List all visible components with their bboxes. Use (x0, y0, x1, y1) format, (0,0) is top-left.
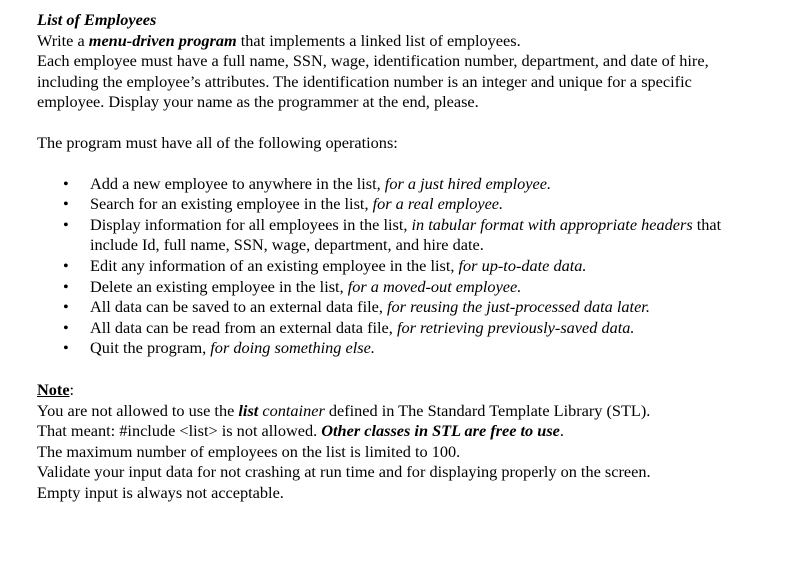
note-emphasis: Other classes in STL are free to use (321, 421, 560, 441)
bullet-icon: • (63, 338, 69, 358)
bullet-icon: • (63, 255, 69, 275)
note-heading: Note (37, 379, 70, 399)
operation-text: Edit any information of an existing employee in the list, (90, 255, 459, 275)
bullet-icon: • (63, 214, 69, 234)
note-line-2 (37, 421, 757, 442)
operation-item (63, 215, 757, 256)
operation-item (63, 256, 757, 277)
note-line-5: Empty input is always not acceptable. (37, 482, 284, 502)
operation-text: Delete an existing employee in the list, (90, 276, 348, 296)
note-text: defined in The Standard Template Library (STL). (324, 400, 651, 420)
note-line-1 (37, 401, 757, 422)
intro-paragraph (37, 31, 757, 113)
operation-item (63, 338, 757, 359)
note-emphasis: list (238, 400, 259, 420)
operation-item (63, 174, 757, 195)
intro-text: that implements a linked list of employees. (236, 30, 521, 50)
operation-purpose: in tabular format with appropriate headers (411, 214, 693, 234)
operation-purpose: for a real employee. (372, 194, 504, 214)
note-heading-line (37, 380, 757, 401)
operation-text: Add a new employee to anywhere in the list, (90, 173, 385, 193)
operation-item (63, 318, 757, 339)
note-colon: : (69, 379, 75, 399)
intro-emphasis: menu-driven program (88, 30, 237, 50)
document-title: List of Employees (37, 10, 157, 29)
operations-list (37, 174, 757, 359)
operation-item (63, 194, 757, 215)
operation-purpose: for reusing the just-processed data later. (387, 297, 650, 317)
operation-item (63, 297, 757, 318)
operation-purpose: for retrieving previously-saved data. (396, 317, 635, 337)
note-text: . (559, 421, 564, 441)
note-text: You are not allowed to use the (37, 400, 239, 420)
bullet-icon: • (63, 173, 69, 193)
operation-item (63, 277, 757, 298)
operation-purpose: for a just hired employee. (384, 173, 552, 193)
operations-intro: The program must have all of the following operations: (37, 132, 398, 152)
operation-purpose: for a moved-out employee. (347, 276, 522, 296)
operation-text: Search for an existing employee in the list, (90, 194, 373, 214)
document-body (37, 10, 757, 503)
note-line-3: The maximum number of employees on the list is limited to 100. (37, 441, 461, 461)
bullet-icon: • (63, 317, 69, 337)
operation-purpose: for up-to-date data. (458, 255, 587, 275)
note-line-4: Validate your input data for not crashing at run time and for displaying properly on the screen. (37, 462, 651, 482)
note-italic: container (258, 400, 325, 420)
bullet-icon: • (63, 194, 69, 214)
operation-text: Quit the program, (90, 338, 211, 358)
operation-purpose: for doing something else. (210, 338, 375, 358)
intro-text: Each employee must have a full name, SSN, wage, identification number, department, and date of hire, including the employee’s attributes. The identification number is an integer and unique for a specific employee. Display your name as the programmer at the end, please. (37, 51, 709, 112)
operation-text-after: that include Id, full name, SSN, wage, department, and hire date. (90, 214, 722, 255)
intro-text: Write a (37, 30, 89, 50)
note-text: That meant: #include <list> is not allowed. (37, 421, 322, 441)
bullet-icon: • (63, 297, 69, 317)
bullet-icon: • (63, 276, 69, 296)
operation-text: All data can be read from an external data file, (90, 317, 397, 337)
operation-text: Display information for all employees in the list, (90, 214, 412, 234)
operation-text: All data can be saved to an external data file, (90, 297, 387, 317)
